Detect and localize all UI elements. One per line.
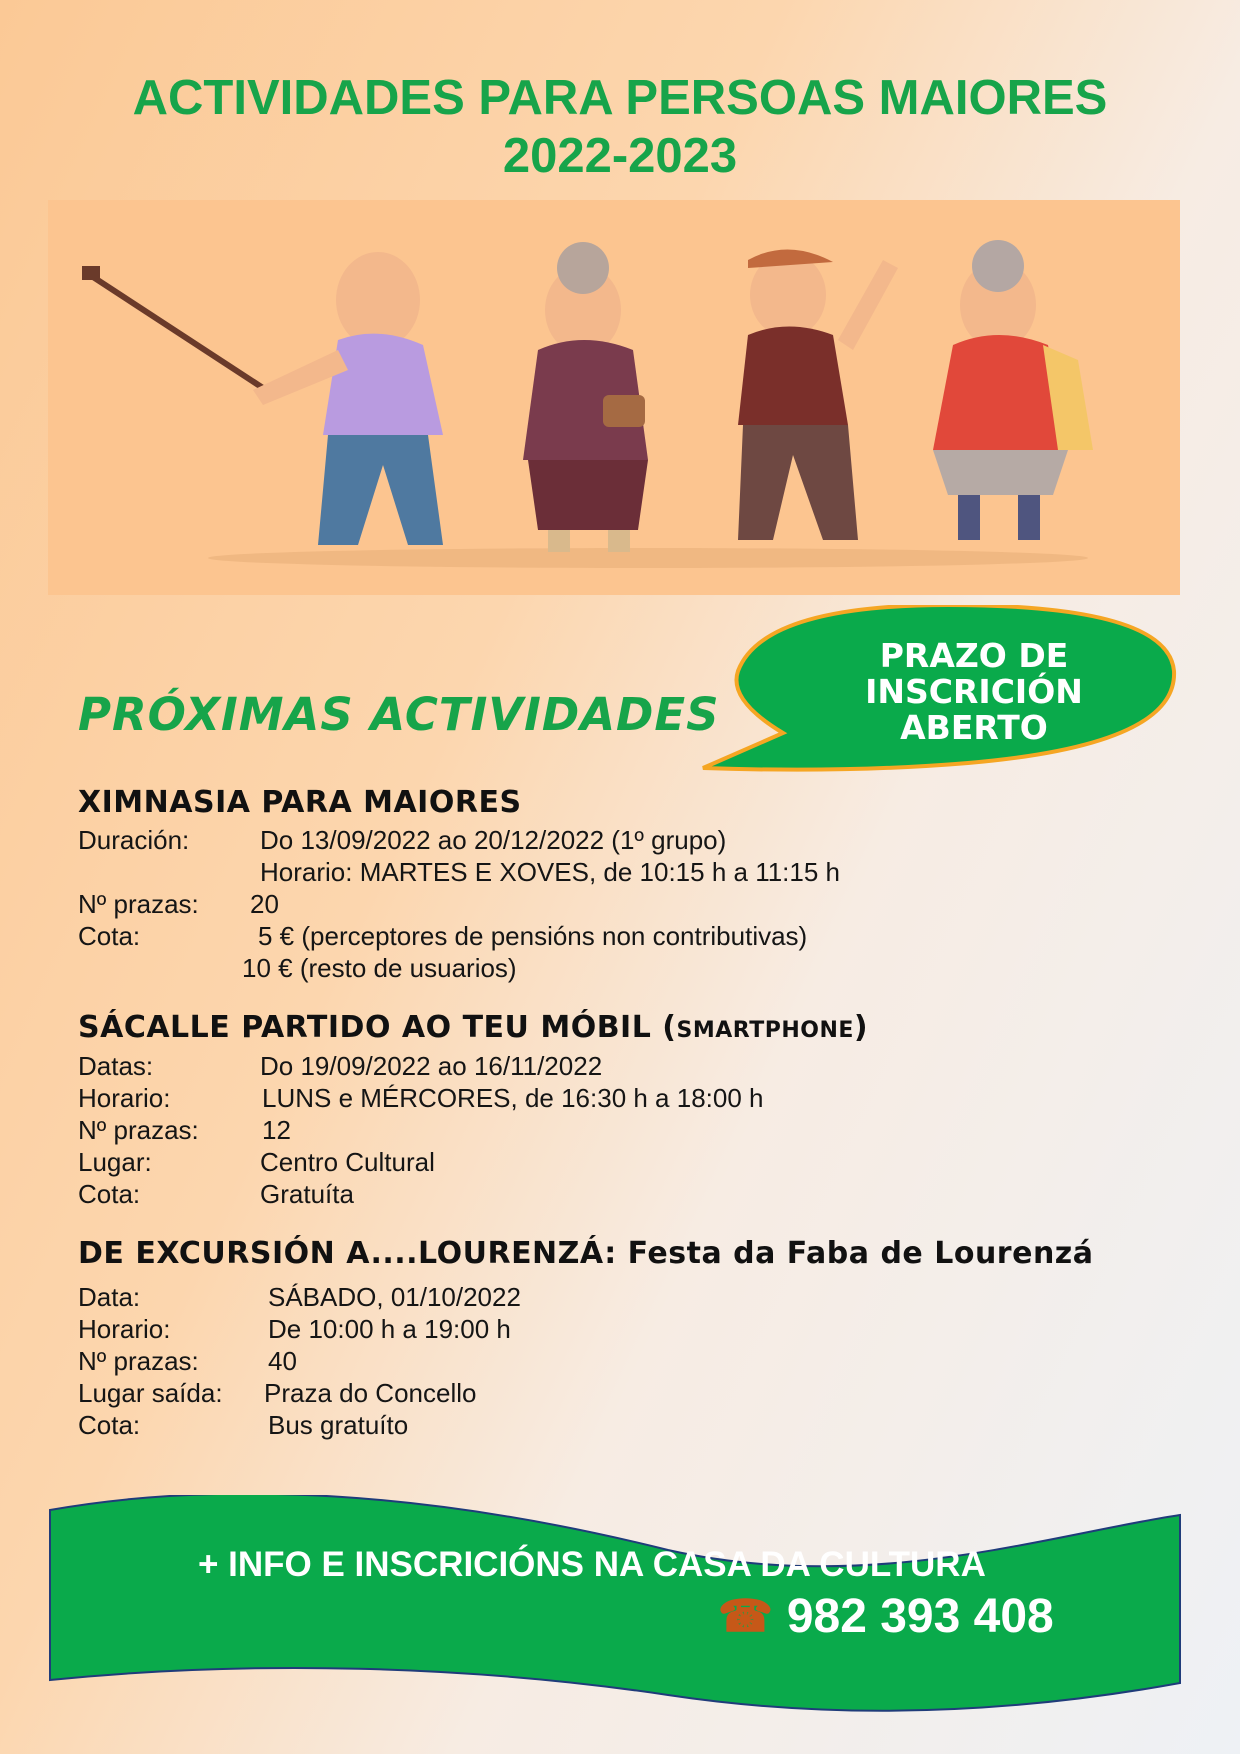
row-value: Gratuíta: [260, 1179, 354, 1209]
activity-title-small: SMARTPHONE: [676, 1018, 854, 1043]
row-label: Data:: [78, 1282, 141, 1312]
row-value: 12: [262, 1115, 291, 1145]
row-value: 40: [268, 1346, 297, 1376]
page-subtitle-years: 2022-2023: [502, 129, 738, 183]
activity-title-smartphone: [78, 1010, 868, 1045]
row-label: Horario:: [78, 1314, 171, 1344]
row-label: Nº prazas:: [78, 1346, 199, 1376]
bubble-line: ABERTO: [900, 708, 1048, 747]
row-value: Horario: MARTES E XOVES, de 10:15 h a 11:15 h: [260, 857, 841, 887]
activity-title-end: ): [853, 1010, 869, 1045]
bubble-line: INSCRICIÓN: [865, 672, 1083, 711]
row-label: Nº prazas:: [78, 889, 199, 919]
bubble-line: PRAZO DE: [879, 636, 1069, 675]
registration-open-bubble: [698, 605, 1182, 790]
row-value: 20: [250, 889, 279, 919]
telephone-icon: ☎: [718, 1592, 773, 1641]
bubble-text: [824, 638, 1124, 746]
page-title: ACTIVIDADES PARA PERSOAS MAIORES: [132, 71, 1108, 125]
phone-number-line: [718, 1589, 1054, 1644]
row-label: Cota:: [78, 921, 141, 951]
section-heading: PRÓXIMAS ACTIVIDADES: [78, 688, 720, 741]
info-banner: [48, 1495, 1183, 1721]
row-value: 10 € (resto de usuarios): [242, 953, 517, 983]
row-label: Cota:: [78, 1179, 141, 1209]
row-value: Do 13/09/2022 ao 20/12/2022 (1º grupo): [260, 825, 727, 855]
row-label: Datas:: [78, 1051, 154, 1081]
row-value: De 10:00 h a 19:00 h: [268, 1314, 511, 1344]
activity-title-gym: XIMNASIA PARA MAIORES: [78, 785, 522, 820]
row-label: Lugar:: [78, 1147, 152, 1177]
phone-number: 982 393 408: [786, 1590, 1054, 1643]
row-value: Do 19/09/2022 ao 16/11/2022: [260, 1051, 603, 1081]
activity-title-text: SÁCALLE PARTIDO AO TEU MÓBIL (: [78, 1010, 677, 1045]
info-text: + INFO E INSCRICIÓNS NA CASA DA CULTURA: [198, 1545, 986, 1584]
row-value: LUNS e MÉRCORES, de 16:30 h a 18:00 h: [262, 1083, 764, 1113]
row-value: 5 € (perceptores de pensións non contributivas): [258, 921, 808, 951]
row-value: Bus gratuíto: [268, 1410, 409, 1440]
row-label: Nº prazas:: [78, 1115, 199, 1145]
row-label: Lugar saída:: [78, 1378, 223, 1408]
elderly-people-illustration: [48, 200, 1180, 595]
row-label: Horario:: [78, 1083, 171, 1113]
row-label: Cota:: [78, 1410, 141, 1440]
row-value: Praza do Concello: [264, 1378, 477, 1408]
activity-title-excursion: DE EXCURSIÓN A....LOURENZÁ: Festa da Faba de Lourenzá: [78, 1236, 1094, 1271]
row-value: SÁBADO, 01/10/2022: [268, 1282, 521, 1312]
row-value: Centro Cultural: [260, 1147, 435, 1177]
row-label: Duración:: [78, 825, 190, 855]
